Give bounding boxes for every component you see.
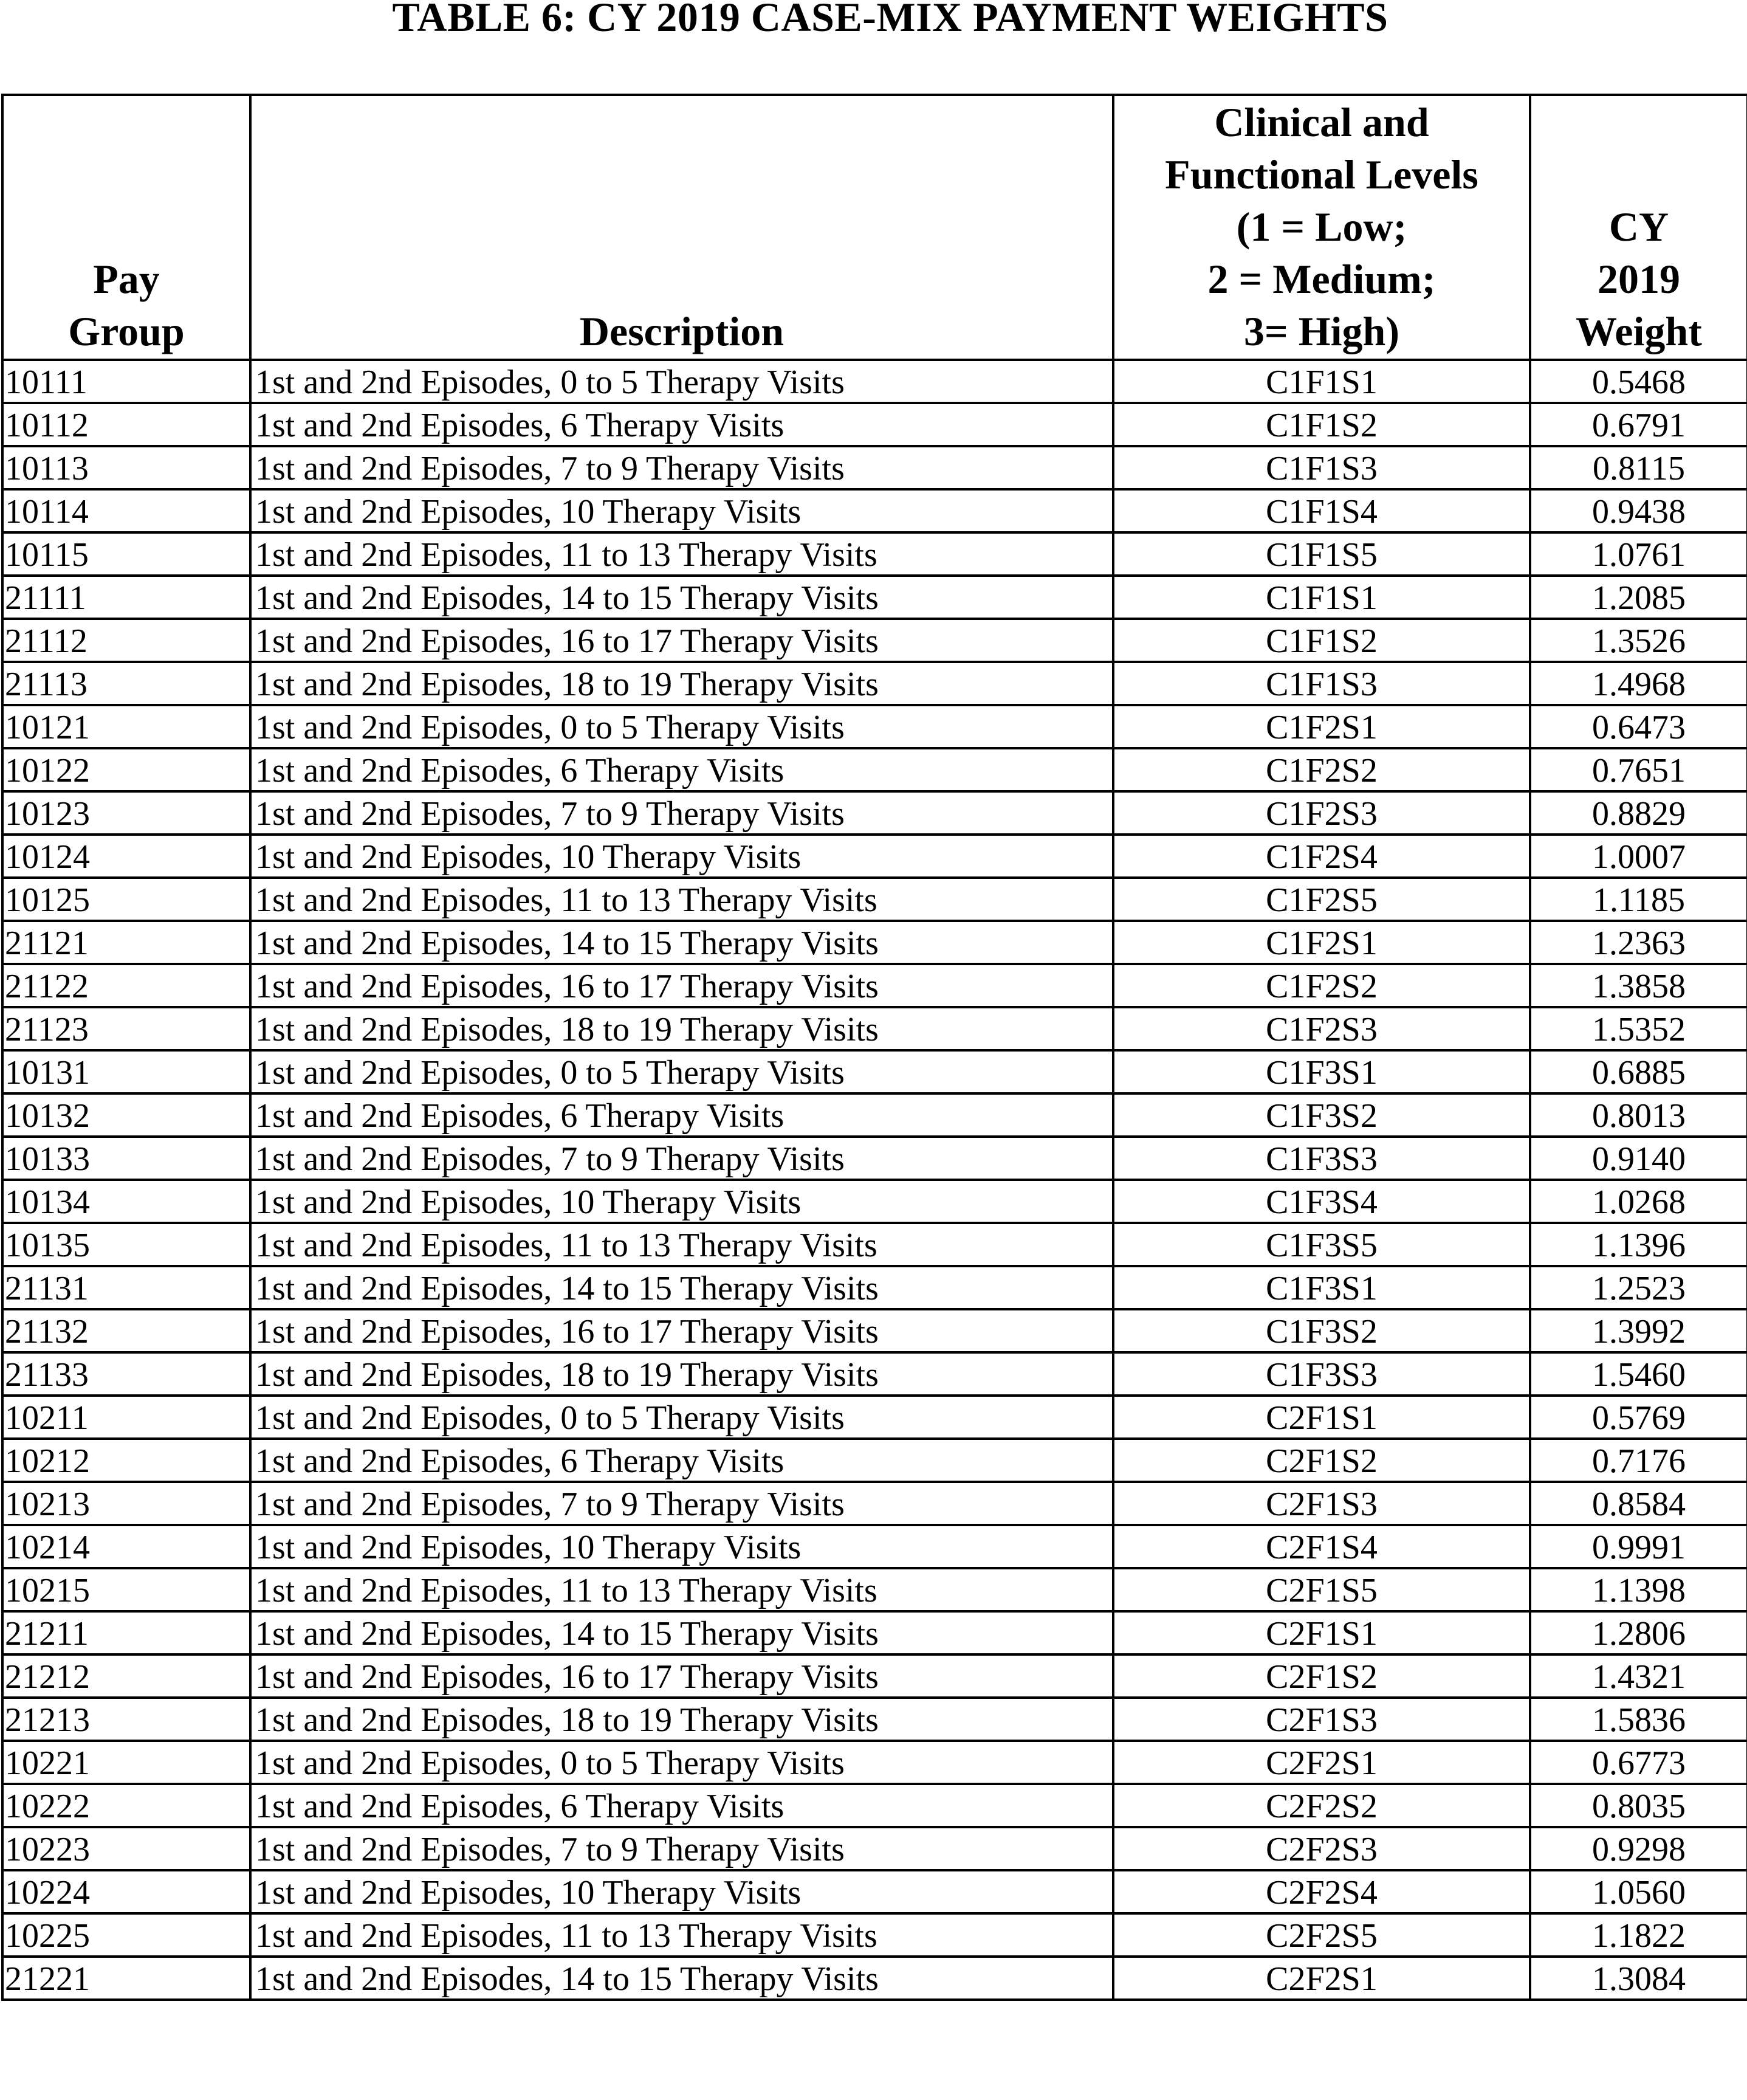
table-row [2, 403, 1747, 446]
pay-group-cell: 10123 [2, 791, 250, 835]
table-row [2, 532, 1747, 576]
table-row [2, 1223, 1747, 1266]
table-row [2, 1913, 1747, 1957]
table-row [2, 446, 1747, 489]
weight-cell: 0.8035 [1530, 1784, 1747, 1827]
level-code-cell: C1F1S2 [1113, 619, 1530, 662]
table-row [2, 1396, 1747, 1439]
table-row [2, 1309, 1747, 1352]
level-code-cell: C1F1S5 [1113, 532, 1530, 576]
weight-cell: 1.5352 [1530, 1007, 1747, 1050]
weight-cell: 0.8829 [1530, 791, 1747, 835]
pay-group-cell: 10134 [2, 1180, 250, 1223]
table-title: TABLE 6: CY 2019 CASE-MIX PAYMENT WEIGHTS [392, 0, 1388, 40]
table-row [2, 1482, 1747, 1525]
table-row [2, 1439, 1747, 1482]
description-cell: 1st and 2nd Episodes, 10 Therapy Visits [250, 1525, 1113, 1568]
description-cell: 1st and 2nd Episodes, 10 Therapy Visits [250, 1180, 1113, 1223]
description-cell: 1st and 2nd Episodes, 16 to 17 Therapy Visits [250, 1654, 1113, 1698]
pay-group-cell: 21123 [2, 1007, 250, 1050]
level-code-cell: C1F2S1 [1113, 921, 1530, 964]
table-row [2, 1093, 1747, 1137]
level-code-cell: C1F3S3 [1113, 1137, 1530, 1180]
weight-cell: 0.6473 [1530, 705, 1747, 748]
pay-group-cell: 10132 [2, 1093, 250, 1137]
level-code-cell: C1F2S5 [1113, 878, 1530, 921]
weight-cell: 0.6773 [1530, 1741, 1747, 1784]
weight-cell: 1.2523 [1530, 1266, 1747, 1309]
pay-group-cell: 21111 [2, 576, 250, 619]
pay-group-cell: 10121 [2, 705, 250, 748]
level-code-cell: C2F1S3 [1113, 1698, 1530, 1741]
table-row [2, 835, 1747, 878]
weight-cell: 1.2363 [1530, 921, 1747, 964]
description-cell: 1st and 2nd Episodes, 0 to 5 Therapy Visits [250, 1741, 1113, 1784]
description-cell: 1st and 2nd Episodes, 18 to 19 Therapy Visits [250, 662, 1113, 705]
level-code-cell: C1F1S1 [1113, 360, 1530, 403]
pay-group-cell: 10124 [2, 835, 250, 878]
table-row [2, 1784, 1747, 1827]
level-code-cell: C2F1S1 [1113, 1611, 1530, 1654]
level-code-cell: C1F1S2 [1113, 403, 1530, 446]
header-pay-group: Pay Group [2, 95, 250, 360]
table-row [2, 1827, 1747, 1870]
table-row [2, 878, 1747, 921]
level-code-cell: C2F2S3 [1113, 1827, 1530, 1870]
table-row [2, 1741, 1747, 1784]
description-cell: 1st and 2nd Episodes, 6 Therapy Visits [250, 1093, 1113, 1137]
description-cell: 1st and 2nd Episodes, 10 Therapy Visits [250, 835, 1113, 878]
table-row [2, 1266, 1747, 1309]
level-code-cell: C1F2S2 [1113, 748, 1530, 791]
pay-group-cell: 21131 [2, 1266, 250, 1309]
weight-cell: 1.1398 [1530, 1568, 1747, 1611]
level-code-cell: C1F3S4 [1113, 1180, 1530, 1223]
pay-group-cell: 10125 [2, 878, 250, 921]
weight-cell: 0.9438 [1530, 489, 1747, 532]
description-cell: 1st and 2nd Episodes, 0 to 5 Therapy Visits [250, 1396, 1113, 1439]
weight-cell: 1.0007 [1530, 835, 1747, 878]
level-code-cell: C1F1S1 [1113, 576, 1530, 619]
pay-group-cell: 10211 [2, 1396, 250, 1439]
table-row [2, 619, 1747, 662]
description-cell: 1st and 2nd Episodes, 18 to 19 Therapy Visits [250, 1698, 1113, 1741]
table-row [2, 662, 1747, 705]
weight-cell: 0.8013 [1530, 1093, 1747, 1137]
description-cell: 1st and 2nd Episodes, 14 to 15 Therapy Visits [250, 576, 1113, 619]
weight-cell: 1.1822 [1530, 1913, 1747, 1957]
pay-group-cell: 10111 [2, 360, 250, 403]
description-cell: 1st and 2nd Episodes, 0 to 5 Therapy Visits [250, 360, 1113, 403]
pay-group-cell: 10224 [2, 1870, 250, 1913]
description-cell: 1st and 2nd Episodes, 10 Therapy Visits [250, 1870, 1113, 1913]
description-cell: 1st and 2nd Episodes, 14 to 15 Therapy Visits [250, 1957, 1113, 2000]
level-code-cell: C2F1S2 [1113, 1439, 1530, 1482]
description-cell: 1st and 2nd Episodes, 7 to 9 Therapy Visits [250, 1137, 1113, 1180]
level-code-cell: C1F3S2 [1113, 1093, 1530, 1137]
description-cell: 1st and 2nd Episodes, 18 to 19 Therapy Visits [250, 1352, 1113, 1396]
table-row [2, 1698, 1747, 1741]
pay-group-cell: 10112 [2, 403, 250, 446]
table-row [2, 705, 1747, 748]
table-row [2, 1352, 1747, 1396]
weight-cell: 1.2806 [1530, 1611, 1747, 1654]
level-code-cell: C1F3S3 [1113, 1352, 1530, 1396]
pay-group-cell: 10115 [2, 532, 250, 576]
level-code-cell: C2F2S1 [1113, 1957, 1530, 2000]
level-code-cell: C1F2S3 [1113, 1007, 1530, 1050]
table-body [2, 360, 1747, 2000]
level-code-cell: C2F1S5 [1113, 1568, 1530, 1611]
weight-cell: 1.3992 [1530, 1309, 1747, 1352]
pay-group-cell: 21213 [2, 1698, 250, 1741]
table-row [2, 1525, 1747, 1568]
description-cell: 1st and 2nd Episodes, 16 to 17 Therapy Visits [250, 619, 1113, 662]
level-code-cell: C2F1S2 [1113, 1654, 1530, 1698]
weight-cell: 0.5468 [1530, 360, 1747, 403]
level-code-cell: C1F2S4 [1113, 835, 1530, 878]
description-cell: 1st and 2nd Episodes, 11 to 13 Therapy Visits [250, 878, 1113, 921]
pay-group-cell: 10135 [2, 1223, 250, 1266]
pay-group-cell: 10122 [2, 748, 250, 791]
description-cell: 1st and 2nd Episodes, 7 to 9 Therapy Visits [250, 1827, 1113, 1870]
level-code-cell: C1F1S3 [1113, 662, 1530, 705]
pay-group-cell: 10222 [2, 1784, 250, 1827]
table-row [2, 1007, 1747, 1050]
description-cell: 1st and 2nd Episodes, 0 to 5 Therapy Visits [250, 705, 1113, 748]
pay-group-cell: 10113 [2, 446, 250, 489]
weight-cell: 0.9298 [1530, 1827, 1747, 1870]
pay-group-cell: 10214 [2, 1525, 250, 1568]
description-cell: 1st and 2nd Episodes, 6 Therapy Visits [250, 1784, 1113, 1827]
description-cell: 1st and 2nd Episodes, 7 to 9 Therapy Visits [250, 1482, 1113, 1525]
level-code-cell: C1F1S4 [1113, 489, 1530, 532]
description-cell: 1st and 2nd Episodes, 7 to 9 Therapy Visits [250, 791, 1113, 835]
description-cell: 1st and 2nd Episodes, 14 to 15 Therapy Visits [250, 921, 1113, 964]
level-code-cell: C1F2S2 [1113, 964, 1530, 1007]
description-cell: 1st and 2nd Episodes, 11 to 13 Therapy Visits [250, 1223, 1113, 1266]
description-cell: 1st and 2nd Episodes, 16 to 17 Therapy Visits [250, 964, 1113, 1007]
description-cell: 1st and 2nd Episodes, 11 to 13 Therapy Visits [250, 1568, 1113, 1611]
level-code-cell: C2F1S4 [1113, 1525, 1530, 1568]
description-cell: 1st and 2nd Episodes, 6 Therapy Visits [250, 748, 1113, 791]
level-code-cell: C2F2S5 [1113, 1913, 1530, 1957]
pay-group-cell: 10213 [2, 1482, 250, 1525]
weight-cell: 0.9991 [1530, 1525, 1747, 1568]
table-row [2, 1870, 1747, 1913]
weight-cell: 1.3526 [1530, 619, 1747, 662]
pay-group-cell: 10221 [2, 1741, 250, 1784]
weight-cell: 0.6885 [1530, 1050, 1747, 1093]
table-row [2, 921, 1747, 964]
weight-cell: 1.0560 [1530, 1870, 1747, 1913]
pay-group-cell: 21121 [2, 921, 250, 964]
table-row [2, 576, 1747, 619]
table-row [2, 1050, 1747, 1093]
case-mix-weights-table [1, 94, 1747, 2001]
table-row [2, 1611, 1747, 1654]
table-row [2, 360, 1747, 403]
weight-cell: 0.7176 [1530, 1439, 1747, 1482]
description-cell: 1st and 2nd Episodes, 10 Therapy Visits [250, 489, 1113, 532]
table-row [2, 1957, 1747, 2000]
level-code-cell: C1F1S3 [1113, 446, 1530, 489]
level-code-cell: C1F3S5 [1113, 1223, 1530, 1266]
table-row [2, 1137, 1747, 1180]
weight-cell: 1.4321 [1530, 1654, 1747, 1698]
weight-cell: 0.9140 [1530, 1137, 1747, 1180]
table-row [2, 748, 1747, 791]
table-row [2, 489, 1747, 532]
weight-cell: 1.2085 [1530, 576, 1747, 619]
weight-cell: 1.5460 [1530, 1352, 1747, 1396]
pay-group-cell: 21113 [2, 662, 250, 705]
level-code-cell: C1F3S1 [1113, 1050, 1530, 1093]
description-cell: 1st and 2nd Episodes, 6 Therapy Visits [250, 403, 1113, 446]
description-cell: 1st and 2nd Episodes, 11 to 13 Therapy Visits [250, 532, 1113, 576]
level-code-cell: C1F3S2 [1113, 1309, 1530, 1352]
weight-cell: 0.6791 [1530, 403, 1747, 446]
weight-cell: 1.1185 [1530, 878, 1747, 921]
weight-cell: 1.1396 [1530, 1223, 1747, 1266]
pay-group-cell: 21133 [2, 1352, 250, 1396]
pay-group-cell: 21122 [2, 964, 250, 1007]
pay-group-cell: 10131 [2, 1050, 250, 1093]
weight-cell: 0.5769 [1530, 1396, 1747, 1439]
pay-group-cell: 21221 [2, 1957, 250, 2000]
weight-cell: 0.8115 [1530, 446, 1747, 489]
description-cell: 1st and 2nd Episodes, 7 to 9 Therapy Visits [250, 446, 1113, 489]
level-code-cell: C2F1S3 [1113, 1482, 1530, 1525]
table-row [2, 1180, 1747, 1223]
pay-group-cell: 10225 [2, 1913, 250, 1957]
pay-group-cell: 21212 [2, 1654, 250, 1698]
weight-cell: 1.0268 [1530, 1180, 1747, 1223]
header-weight: CY 2019 Weight [1530, 95, 1747, 360]
pay-group-cell: 10114 [2, 489, 250, 532]
weight-cell: 0.8584 [1530, 1482, 1747, 1525]
level-code-cell: C2F2S1 [1113, 1741, 1530, 1784]
description-cell: 1st and 2nd Episodes, 18 to 19 Therapy Visits [250, 1007, 1113, 1050]
description-cell: 1st and 2nd Episodes, 16 to 17 Therapy Visits [250, 1309, 1113, 1352]
table-row [2, 791, 1747, 835]
level-code-cell: C2F1S1 [1113, 1396, 1530, 1439]
description-cell: 1st and 2nd Episodes, 14 to 15 Therapy Visits [250, 1266, 1113, 1309]
pay-group-cell: 21132 [2, 1309, 250, 1352]
level-code-cell: C1F3S1 [1113, 1266, 1530, 1309]
table-header-row [2, 95, 1747, 360]
table-row [2, 1654, 1747, 1698]
pay-group-cell: 21211 [2, 1611, 250, 1654]
weight-cell: 0.7651 [1530, 748, 1747, 791]
level-code-cell: C1F2S3 [1113, 791, 1530, 835]
level-code-cell: C2F2S4 [1113, 1870, 1530, 1913]
header-clinical-functional-levels: Clinical and Functional Levels (1 = Low; 2 = Medium; 3= High) [1113, 95, 1530, 360]
pay-group-cell: 10215 [2, 1568, 250, 1611]
description-cell: 1st and 2nd Episodes, 14 to 15 Therapy Visits [250, 1611, 1113, 1654]
table-row [2, 964, 1747, 1007]
weight-cell: 1.5836 [1530, 1698, 1747, 1741]
header-description: Description [250, 95, 1113, 360]
weight-cell: 1.3858 [1530, 964, 1747, 1007]
description-cell: 1st and 2nd Episodes, 6 Therapy Visits [250, 1439, 1113, 1482]
level-code-cell: C2F2S2 [1113, 1784, 1530, 1827]
table-row [2, 1568, 1747, 1611]
description-cell: 1st and 2nd Episodes, 11 to 13 Therapy Visits [250, 1913, 1113, 1957]
weight-cell: 1.3084 [1530, 1957, 1747, 2000]
weight-cell: 1.4968 [1530, 662, 1747, 705]
weight-cell: 1.0761 [1530, 532, 1747, 576]
pay-group-cell: 10223 [2, 1827, 250, 1870]
pay-group-cell: 21112 [2, 619, 250, 662]
pay-group-cell: 10133 [2, 1137, 250, 1180]
description-cell: 1st and 2nd Episodes, 0 to 5 Therapy Visits [250, 1050, 1113, 1093]
level-code-cell: C1F2S1 [1113, 705, 1530, 748]
pay-group-cell: 10212 [2, 1439, 250, 1482]
